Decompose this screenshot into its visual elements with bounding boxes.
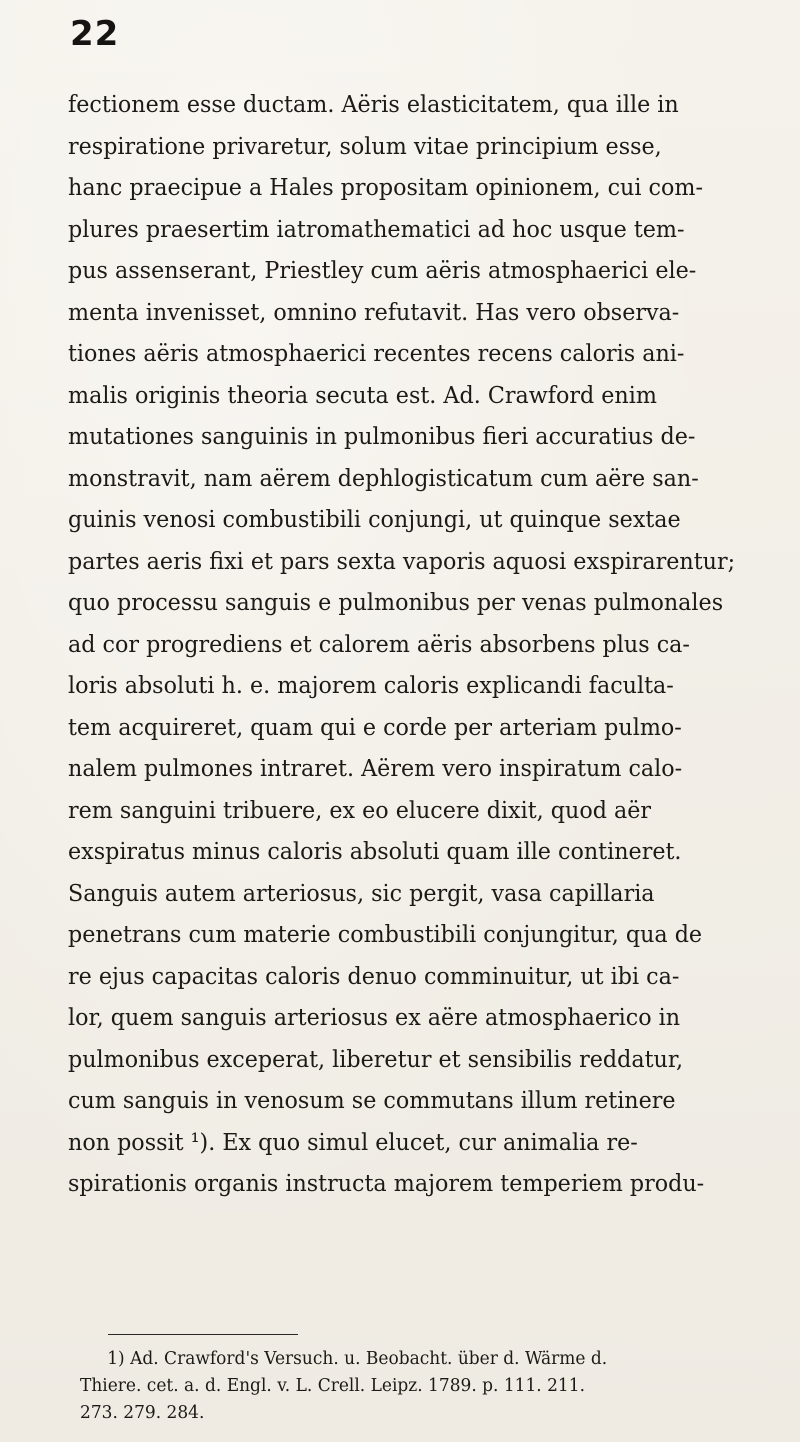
text-line: lor, quem sanguis arteriosus ex aëre atmosphaerico in <box>68 1003 681 1031</box>
text-line: nalem pulmones intraret. Aërem vero inspiratum calo- <box>68 754 683 782</box>
text-line: hanc praecipue a Hales propositam opinionem, cui com- <box>68 173 703 201</box>
text-line: monstravit, nam aërem dephlogisticatum cum aëre san- <box>68 463 699 492</box>
page-number: 22 <box>70 14 120 54</box>
text-line: rem sanguini tribuere, ex eo elucere dixit, quod aër <box>68 795 652 824</box>
footnote-line: Thiere. cet. a. d. Engl. v. L. Crell. Leipz. 1789. p. 111. 211. <box>80 1376 585 1396</box>
text-line: Sanguis autem arteriosus, sic pergit, vasa capillaria <box>68 878 655 907</box>
footnote-line: 273. 279. 284. <box>80 1403 205 1423</box>
text-line: exspiratus minus caloris absoluti quam ille contineret. <box>68 837 682 865</box>
text-line: cum sanguis in venosum se commutans illum retinere <box>68 1086 676 1114</box>
text-line: malis originis theoria secuta est. Ad. Crawford enim <box>68 380 657 409</box>
text-line: re ejus capacitas caloris denuo comminuitur, ut ibi ca- <box>68 961 680 990</box>
footnote <box>80 1346 790 1427</box>
text-line: quo processu sanguis e pulmonibus per venas pulmonales <box>68 588 724 616</box>
text-line: respiratione privaretur, solum vitae principium esse, <box>68 131 662 160</box>
text-line: loris absoluti h. e. majorem caloris explicandi faculta- <box>68 671 674 699</box>
main-text-block <box>68 84 800 1205</box>
text-line: guinis venosi combustibili conjungi, ut quinque sextae <box>68 505 681 533</box>
text-line: spirationis organis instructa majorem temperiem produ- <box>68 1169 705 1197</box>
text-line: fectionem esse ductam. Aëris elasticitatem, qua ille in <box>68 90 679 118</box>
text-line: plures praesertim iatromathematici ad hoc usque tem- <box>68 214 685 243</box>
text-line: non possit ¹). Ex quo simul elucet, cur animalia re- <box>68 1127 638 1156</box>
footnote-divider <box>108 1334 298 1335</box>
text-line: mutationes sanguinis in pulmonibus fieri accuratius de- <box>68 422 696 450</box>
text-line: partes aeris fixi et pars sexta vaporis aquosi exspirarentur; <box>68 546 736 575</box>
text-line: pulmonibus exceperat, liberetur et sensibilis reddatur, <box>68 1044 684 1073</box>
text-line: tem acquireret, quam qui e corde per arteriam pulmo- <box>68 712 682 741</box>
text-line: ad cor progrediens et calorem aëris absorbens plus ca- <box>68 629 690 658</box>
text-line: tiones aëris atmosphaerici recentes recens caloris ani- <box>68 339 685 367</box>
text-line: menta invenisset, omnino refutavit. Has vero observa- <box>68 297 680 326</box>
text-line: pus assenserant, Priestley cum aëris atmosphaerici ele- <box>68 256 697 284</box>
footnote-line: 1) Ad. Crawford's Versuch. u. Beobacht. über d. Wärme d. <box>107 1349 608 1369</box>
text-line: penetrans cum materie combustibili conjungitur, qua de <box>68 920 703 948</box>
